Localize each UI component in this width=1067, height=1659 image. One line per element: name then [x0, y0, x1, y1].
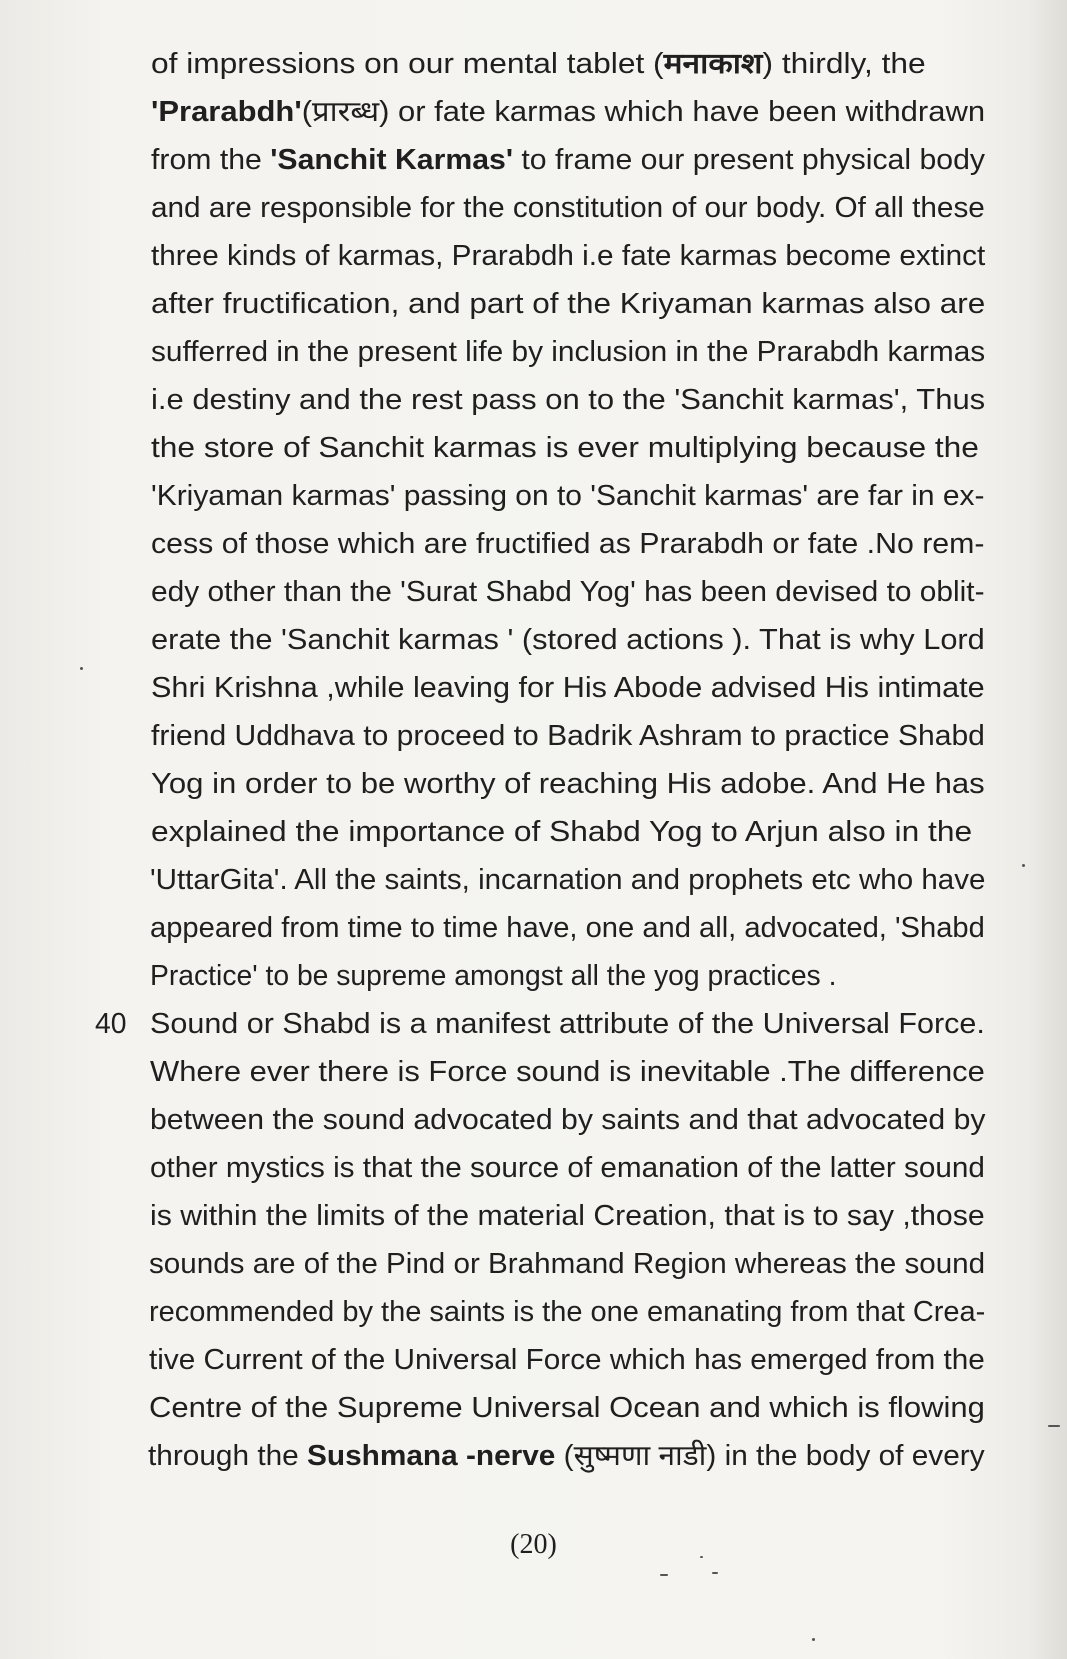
- print-speck: [660, 1574, 668, 1576]
- text-line: Shri Krishna ,while leaving for His Abode advised His intimate: [151, 671, 985, 703]
- text-line: is within the limits of the material Creation, that is to say ,those: [150, 1199, 985, 1231]
- text-line: Centre of the Supreme Universal Ocean and which is flowing: [149, 1391, 985, 1423]
- text-line: between the sound advocated by saints and that advocated by: [150, 1103, 986, 1135]
- text-line: Practice' to be supreme amongst all the yog practices .: [150, 959, 837, 991]
- text-line: Yog in order to be worthy of reaching His adobe. And He has: [151, 767, 985, 799]
- text-line: from the 'Sanchit Karmas' to frame our present physical body: [151, 143, 986, 175]
- print-speck: [700, 1556, 703, 1558]
- print-speck: [812, 1638, 815, 1641]
- text-line: tive Current of the Universal Force which has emerged from the: [149, 1343, 985, 1375]
- print-speck: [1022, 864, 1025, 867]
- text-line: the store of Sanchit karmas is ever multiplying because the: [151, 431, 979, 463]
- text-line: three kinds of karmas, Prarabdh i.e fate karmas become extinct: [151, 239, 986, 271]
- text-line: 'UttarGita'. All the saints, incarnation and prophets etc who have: [150, 863, 986, 895]
- text-line: i.e destiny and the rest pass on to the 'Sanchit karmas', Thus: [151, 383, 986, 415]
- text-line: 'Prarabdh'(प्रारब्ध) or fate karmas which have been withdrawn: [151, 95, 986, 127]
- print-speck: [1048, 1425, 1060, 1427]
- text-line: sounds are of the Pind or Brahmand Region whereas the sound: [149, 1247, 986, 1279]
- page-number: (20): [510, 1529, 557, 1560]
- text-line: erate the 'Sanchit karmas ' (stored actions ). That is why Lord: [151, 623, 985, 655]
- text-line: appeared from time to time have, one and all, advocated, 'Shabd: [150, 911, 985, 943]
- text-line: Sound or Shabd is a manifest attribute of the Universal Force.: [150, 1007, 985, 1039]
- text-line: after fructification, and part of the Kriyaman karmas also are: [151, 287, 986, 319]
- page-binding-shadow: [1027, 0, 1067, 1659]
- text-line: edy other than the 'Surat Shabd Yog' has been devised to oblit-: [151, 575, 985, 607]
- text-line: friend Uddhava to proceed to Badrik Ashram to practice Shabd: [151, 719, 985, 751]
- text-line: 'Kriyaman karmas' passing on to 'Sanchit karmas' are far in ex-: [151, 479, 985, 511]
- text-line: sufferred in the present life by inclusion in the Prarabdh karmas: [151, 335, 986, 367]
- text-line: and are responsible for the constitution of our body. Of all these: [151, 191, 985, 223]
- print-speck: [712, 1572, 718, 1574]
- text-line: other mystics is that the source of emanation of the latter sound: [150, 1151, 985, 1183]
- text-line: of impressions on our mental tablet (मनाकाश) thirdly, the: [151, 47, 926, 79]
- text-line: through the Sushmana -nerve (सुष्मणा नाडी) in the body of every: [148, 1439, 985, 1471]
- text-line: Where ever there is Force sound is inevitable .The difference: [150, 1055, 985, 1087]
- print-speck: [80, 667, 83, 670]
- text-line: cess of those which are fructified as Prarabdh or fate .No rem-: [151, 527, 985, 559]
- text-line: explained the importance of Shabd Yog to Arjun also in the: [151, 815, 973, 847]
- text-line: recommended by the saints is the one emanating from that Crea-: [149, 1295, 986, 1327]
- paragraph-number: 40: [95, 1007, 127, 1039]
